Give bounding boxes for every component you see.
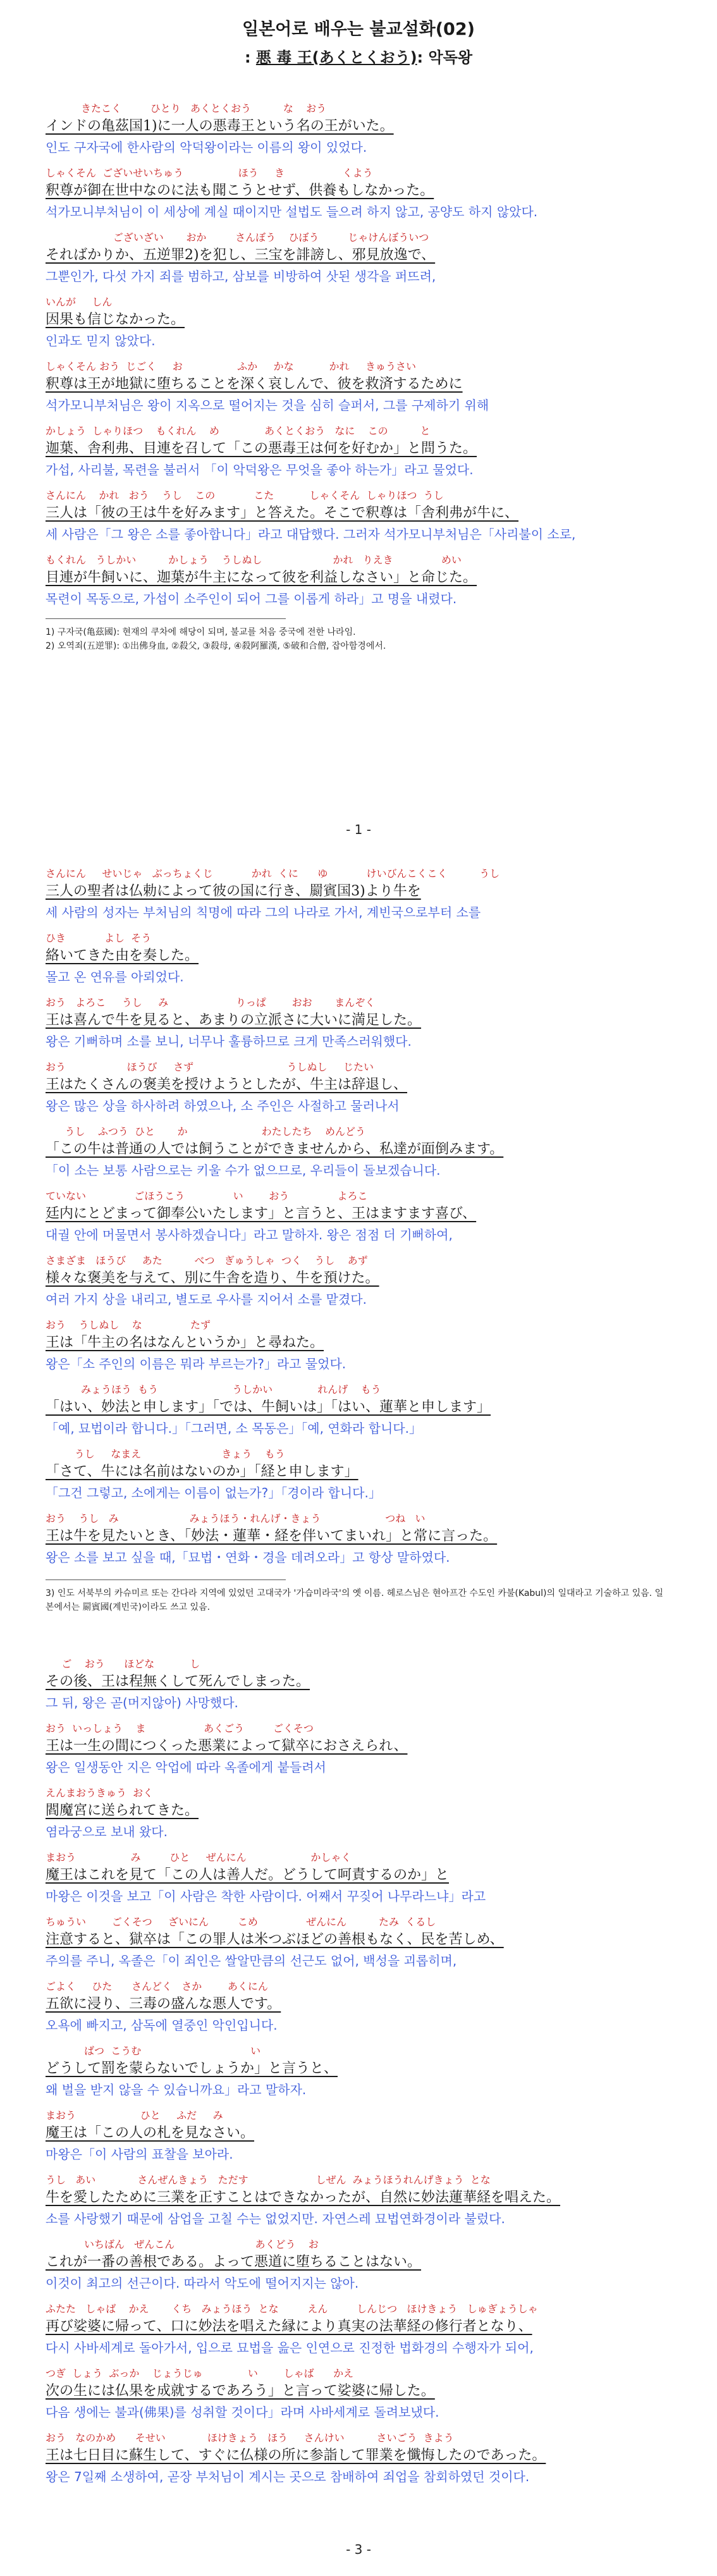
furigana-line: おう よろこ うし み りっぱ おお まんぞく xyxy=(46,997,376,1009)
korean-translation: 다음 생에는 불과(佛果)를 성취할 것이다」라며 사바세계로 돌려보냈다. xyxy=(46,2405,439,2420)
paragraph xyxy=(46,931,671,988)
furigana-line: えんまおうきゅう おく xyxy=(46,1787,154,1799)
paragraph xyxy=(46,424,671,481)
furigana-line: ひき よし そう xyxy=(46,932,152,944)
furigana-line: さんにん せいじゃ ぶっちょくじ かれ くに ゆ けいびんこくこく うし xyxy=(46,868,500,880)
page1-paragraphs xyxy=(46,101,671,610)
paragraph xyxy=(46,2431,671,2487)
paragraph xyxy=(46,1915,671,1972)
japanese-sentence: 「この牛は普通の人では飼うことができませんから、私達が面倒みます。 xyxy=(46,1141,504,1157)
page2-body xyxy=(46,866,671,1614)
paragraph xyxy=(46,1850,671,1907)
paragraph xyxy=(46,230,671,287)
japanese-sentence: 絡いてきた由を奏した。 xyxy=(46,948,199,964)
japanese-sentence: 「はい、妙法と申します」「では、牛飼いは」「はい、蓮華と申します」 xyxy=(46,1399,491,1415)
furigana-line: まおう ひと ふだ み xyxy=(46,2109,223,2121)
footnote: 3) 인도 서북부의 카슈미르 또는 간다라 지역에 있었던 고대국가 '가습미라국'의 옛 이름. 헤로스님은 현아프간 수도인 카불(Kabul)의 일대라고 기술하고 있음. 일본에서는 罽賓國(계빈국)이라도 쓰고 있음. xyxy=(46,1588,664,1612)
paragraph xyxy=(46,2237,671,2294)
korean-translation: 가섭, 사리불, 목련을 불러서 「이 악덕왕은 무엇을 좋아 하는가」라고 물었다. xyxy=(46,462,474,477)
paragraph xyxy=(46,1060,671,1117)
furigana-line: しゃくそん おう じごく お ふか かな かれ きゅうさい xyxy=(46,360,416,372)
furigana-line: おう いっしょう ま あくごう ごくそつ xyxy=(46,1722,314,1734)
paragraph xyxy=(46,166,671,223)
furigana-line: ばつ こうむ い xyxy=(46,2045,261,2057)
page2-paragraphs xyxy=(46,866,671,1568)
japanese-sentence: 魔王は「この人の札を見なさい。 xyxy=(46,2125,255,2141)
korean-translation: 세 사람은「그 왕은 소를 좋아합니다」라고 대답했다. 그러자 석가모니부처님은「사리불이 소로, xyxy=(46,527,576,542)
paragraph xyxy=(46,101,671,158)
japanese-sentence: 「さて、牛には名前はないのか」「経と申します」 xyxy=(46,1464,358,1480)
japanese-sentence: 魔王はこれを見て「この人は善人だ。どうして呵責するのか」と xyxy=(46,1867,450,1883)
japanese-sentence: インドの亀茲国1)に一人の悪毒王という名の王がいた。 xyxy=(46,118,394,134)
japanese-sentence: その後、王は程無くして死んでしまった。 xyxy=(46,1674,310,1690)
paragraph xyxy=(46,866,671,923)
korean-translation: 왕은「소 주인의 이름은 뭐라 부르는가?」라고 물었다. xyxy=(46,1356,346,1371)
paragraph xyxy=(46,1189,671,1246)
paragraph xyxy=(46,1124,671,1181)
footnote-divider xyxy=(46,1579,286,1580)
korean-translation: 오욕에 빠지고, 삼독에 열중인 악인입니다. xyxy=(46,2018,278,2033)
furigana-line: ございざい おか さんぼう ひぼう じゃけんぼういつ xyxy=(46,231,429,243)
furigana-line: おう うしぬし な たず xyxy=(46,1319,211,1331)
furigana-line: おう なのかめ そせい ほけきょう ほう さんけい さいごう きよう xyxy=(46,2432,454,2444)
japanese-sentence: 閻魔宮に送られてきた。 xyxy=(46,1803,199,1819)
paragraph xyxy=(46,1253,671,1310)
japanese-sentence: 次の生には仏果を成就するであろう」と言って娑婆に帰した。 xyxy=(46,2383,435,2399)
paragraph xyxy=(46,553,671,610)
korean-translation: 석가모니부처님은 왕이 지옥으로 떨어지는 것을 심히 슬퍼서, 그를 구제하기 위해 xyxy=(46,398,489,413)
korean-translation: 그 뒤, 왕은 곧(머지않아) 사망했다. xyxy=(46,1695,238,1710)
page-number: - 1 - xyxy=(346,822,371,837)
subtitle-korean: : 악독왕 xyxy=(417,49,473,66)
footnote: 2) 오역죄(五逆罪): ①出佛身血, ②殺父, ③殺母, ④殺阿羅漢, ⑤破和合僧, 잡아함경에서. xyxy=(46,641,386,651)
furigana-line: うし ふつう ひと か わたしたち めんどう xyxy=(46,1125,365,1138)
furigana-line: ていない ごほうこう い おう よろこ xyxy=(46,1190,368,1202)
title-block xyxy=(0,0,717,67)
paragraph xyxy=(46,1721,671,1778)
furigana-line: ごよく ひた さんどく さか あくにん xyxy=(46,1980,268,1992)
korean-translation: 여러 가지 상을 내리고, 별도로 우사를 지어서 소를 맡겼다. xyxy=(46,1292,367,1307)
furigana-line: もくれん うしかい かしょう うしぬし かれ りえき めい xyxy=(46,554,462,566)
furigana-line: うし あい さんぜんきょう ただす しぜん みょうほうれんげきょう とな xyxy=(46,2174,491,2186)
paragraph xyxy=(46,2044,671,2101)
japanese-sentence: 廷内にとどまって御奉公いたします」と言うと、王はますます喜び、 xyxy=(46,1206,477,1222)
paragraph xyxy=(46,2108,671,2165)
japanese-sentence: 王はたくさんの褒美を授けようとしたが、牛主は辞退し、 xyxy=(46,1077,408,1093)
korean-translation: 다시 사바세계로 돌아가서, 입으로 묘법을 읊은 인연으로 진정한 법화경의 수행자가 되어, xyxy=(46,2340,534,2355)
korean-translation: 왕은 기뻐하며 소를 보니, 너무나 훌륭하므로 크게 만족스러워했다. xyxy=(46,1034,412,1049)
japanese-sentence: 釈尊が御在世中なのに法も聞こうとせず、供養もしなかった。 xyxy=(46,183,434,199)
japanese-sentence: これが一番の善根である。よって悪道に堕ちることはない。 xyxy=(46,2254,422,2270)
korean-translation: 목련이 목동으로, 가섭이 소주인이 되어 그를 이롭게 하라」고 명을 내렸다. xyxy=(46,591,457,606)
paragraph xyxy=(46,1382,671,1439)
korean-translation: 이것이 최고의 선근이다. 따라서 악도에 떨어지지는 않아. xyxy=(46,2276,359,2291)
furigana-line: さまざま ほうび あた べつ ぎゅうしゃ つく うし あず xyxy=(46,1254,368,1267)
furigana-line: かしょう しゃりほつ もくれん め あくとくおう なに この と xyxy=(46,425,431,437)
furigana-line: いちばん ぜんこん あくどう お xyxy=(46,2238,319,2250)
korean-translation: 세 사람의 성자는 부처님의 칙명에 따라 그의 나라로 가서, 계빈국으로부터 소를 xyxy=(46,905,481,920)
korean-translation: 왕은 7일째 소생하여, 곧장 부처님이 계시는 곳으로 참배하여 죄업을 참회하였던 것이다. xyxy=(46,2469,530,2484)
japanese-sentence: 釈尊は王が地獄に堕ちることを深く哀しんで、彼を救済するために xyxy=(46,376,463,392)
korean-translation: 왕은 일생동안 지은 악업에 따라 옥졸에게 붙들려서 xyxy=(46,1760,326,1775)
korean-translation: 「이 소는 보통 사람으로는 키울 수가 없으므로, 우리들이 돌보겠습니다. xyxy=(46,1163,441,1178)
subtitle-japanese: 悪 毒 王(あくとくおう) xyxy=(255,49,417,66)
japanese-sentence: 迦葉、舎利弗、目連を召して「この悪毒王は何を好むか」と問うた。 xyxy=(46,441,477,457)
korean-translation: 「예, 묘법이라 합니다.」「그러면, 소 목동은」「예, 연화라 합니다.」 xyxy=(46,1421,422,1436)
japanese-sentence: 様々な褒美を与えて、別に牛舎を造り、牛を預けた。 xyxy=(46,1270,379,1286)
page1-footnotes xyxy=(46,618,386,653)
page3-paragraphs xyxy=(46,1657,671,2487)
furigana-line: きたこく ひとり あくとくおう な おう xyxy=(46,102,327,114)
japanese-sentence: 因果も信じなかった。 xyxy=(46,312,185,328)
furigana-line: まおう み ひと ぜんにん かしゃく xyxy=(46,1851,352,1863)
paragraph xyxy=(46,2366,671,2423)
japanese-sentence: 王は喜んで牛を見ると、あまりの立派さに大いに満足した。 xyxy=(46,1012,422,1028)
korean-translation: 왕은 소를 보고 싶을 때,「묘법・연화・경을 데려오라」고 항상 말하였다. xyxy=(46,1550,450,1565)
japanese-sentence: 目連が牛飼いに、迦葉が牛主になって彼を利益しなさい」と命じた。 xyxy=(46,570,477,586)
furigana-line: みょうほう もう うしかい れんげ もう xyxy=(46,1383,381,1395)
korean-translation: 마왕은「이 사람의 표찰을 보아라. xyxy=(46,2147,233,2162)
korean-translation: 인도 구자국에 한사람의 악덕왕이라는 이름의 왕이 있었다. xyxy=(46,140,367,155)
korean-translation: 그뿐인가, 다섯 가지 죄를 범하고, 삼보를 비방하여 삿된 생각을 퍼뜨려, xyxy=(46,269,436,284)
paragraph xyxy=(46,1786,671,1843)
page1-body xyxy=(46,101,671,653)
paragraph xyxy=(46,488,671,545)
paragraph xyxy=(46,1318,671,1375)
paragraph xyxy=(46,295,671,352)
paragraph xyxy=(46,2173,671,2229)
paragraph xyxy=(46,995,671,1052)
furigana-line: さんにん かれ おう うし この こた しゃくそん しゃりほつ うし xyxy=(46,489,444,501)
japanese-sentence: 王は牛を見たいとき、「妙法・蓮華・経を伴いてまいれ」と常に言った。 xyxy=(46,1528,498,1544)
paragraph xyxy=(46,1657,671,1714)
furigana-line: ご おう ほどな し xyxy=(46,1658,200,1670)
japanese-sentence: 注意すると、獄卒は「この罪人は米つぶほどの善根もなく、民を苦しめ、 xyxy=(46,1932,504,1947)
japanese-sentence: 五欲に浸り、三毒の盛んな悪人です。 xyxy=(46,1996,281,2012)
japanese-sentence: 王は「牛主の名はなんというか」と尋ねた。 xyxy=(46,1335,324,1351)
furigana-line: ちゅうい ごくそつ ざいにん こめ ぜんにん たみ くるし xyxy=(46,1916,436,1928)
subtitle-prefix: : xyxy=(244,49,256,66)
japanese-sentence: どうして罰を蒙らないでしょうか」と言うと、 xyxy=(46,2061,338,2076)
paragraph xyxy=(46,1447,671,1504)
korean-translation: 마왕은 이것을 보고「이 사람은 착한 사람이다. 어째서 꾸짖어 나무라느냐」라고 xyxy=(46,1889,486,1904)
furigana-line: おう ほうび さず うしぬし じたい xyxy=(46,1061,374,1073)
furigana-line: いんが しん xyxy=(46,296,113,308)
korean-translation: 인과도 믿지 않았다. xyxy=(46,333,156,348)
japanese-sentence: 牛を愛したために三業を正すことはできなかったが、自然に妙法蓮華経を唱えた。 xyxy=(46,2190,561,2205)
japanese-sentence: 三人は「彼の王は牛を好みます」と答えた。そこで釈尊は「舎利弗が牛に、 xyxy=(46,505,519,521)
korean-translation: 왜 벌을 받지 않을 수 있습니까요」라고 말하자. xyxy=(46,2082,307,2097)
furigana-line: つぎ しょう ぶっか じょうじゅ い しゃば かえ xyxy=(46,2367,354,2379)
korean-translation: 대궐 안에 머물면서 봉사하겠습니다」라고 말하자. 왕은 점점 더 기뻐하여, xyxy=(46,1227,453,1242)
korean-translation: 「그건 그렇고, 소에게는 이름이 없는가?」「경이라 합니다.」 xyxy=(46,1485,381,1500)
japanese-sentence: 王は一生の間につくった悪業によって獄卒におさえられ、 xyxy=(46,1738,408,1754)
furigana-line: しゃくそん ございせいちゅう ほう き くよう xyxy=(46,167,373,179)
korean-translation: 주의를 주니, 옥졸은「이 죄인은 쌀알만큼의 선근도 없어, 백성을 괴롭히며, xyxy=(46,1953,457,1968)
japanese-sentence: 三人の聖者は仏勅によって彼の国に行き、罽賓国3)より牛を xyxy=(46,883,421,899)
paragraph xyxy=(46,359,671,416)
paragraph xyxy=(46,2302,671,2358)
page-subtitle xyxy=(0,45,717,67)
footnote: 1) 구자국(亀茲國): 현재의 쿠차에 해당이 되며, 불교를 처음 중국에 전한 나라임. xyxy=(46,627,356,637)
korean-translation: 석가모니부처님이 이 세상에 계실 때이지만 설법도 들으려 하지 않고, 공양도 하지 않았다. xyxy=(46,204,538,219)
korean-translation: 소를 사랑했기 때문에 삼업을 고칠 수는 없었지만. 자연스레 묘법연화경이라 불렀다. xyxy=(46,2211,505,2226)
japanese-sentence: そればかりか、五逆罪2)を犯し、三宝を誹謗し、邪見放逸で、 xyxy=(46,247,436,263)
korean-translation: 염라궁으로 보내 왔다. xyxy=(46,1824,168,1839)
furigana-line: うし なまえ きょう もう xyxy=(46,1448,285,1460)
korean-translation: 몰고 온 연유를 아뢰었다. xyxy=(46,969,184,984)
furigana-line: ふたた しゃば かえ くち みょうほう とな えん しんじつ ほけきょう しゅぎょうしゃ xyxy=(46,2303,538,2315)
japanese-sentence: 再び娑婆に帰って、口に妙法を唱えた縁により真実の法華経の修行者となり、 xyxy=(46,2319,532,2334)
page3-body xyxy=(46,1657,671,2495)
japanese-sentence: 王は七日目に蘇生して、すぐに仏様の所に参詣して罪業を懺悔したのであった。 xyxy=(46,2448,546,2463)
paragraph xyxy=(46,1979,671,2036)
page-number: - 3 - xyxy=(346,2542,371,2557)
furigana-line: おう うし み みょうほう・れんげ・きょう つね い xyxy=(46,1512,426,1524)
paragraph xyxy=(46,1511,671,1568)
korean-translation: 왕은 많은 상을 하사하려 하였으나, 소 주인은 사절하고 물러나서 xyxy=(46,1098,400,1113)
page-title: 일본어로 배우는 불교설화(02) xyxy=(242,20,475,39)
